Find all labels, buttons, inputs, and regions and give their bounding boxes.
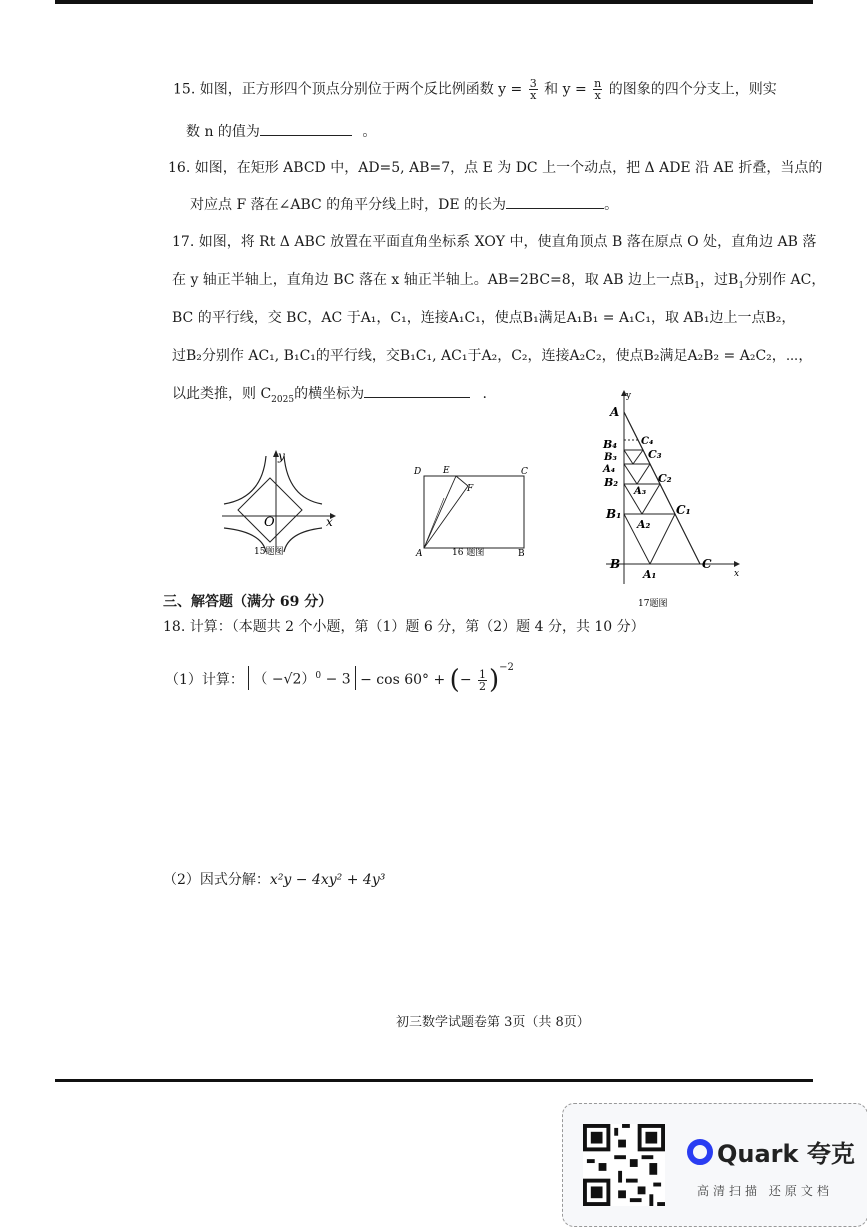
quark-logo-icon bbox=[687, 1139, 713, 1165]
fig17-x-label: x bbox=[734, 569, 740, 579]
fig16-label-e: E bbox=[443, 466, 450, 476]
page-footer: 初三数学试题卷第 3页（共 8页） bbox=[396, 1015, 590, 1030]
q16-line2: 对应点 F 落在∠ABC 的角平分线上时，DE 的长为 。 bbox=[190, 197, 619, 213]
fig17-caption: 17题图 bbox=[638, 599, 668, 609]
figure-17-triangles bbox=[596, 388, 746, 614]
fig16-caption: 16 题图 bbox=[452, 548, 485, 558]
fig17-label-c3: C₃ bbox=[648, 448, 662, 461]
q16-line1: 16. 如图，在矩形 ABCD 中，AD=5, AB=7，点 E 为 DC 上一个动点，把 Δ ADE 沿 AE 折叠，当点的 bbox=[168, 160, 823, 176]
fig16-label-d: D bbox=[414, 467, 422, 477]
fig17-label-a: A bbox=[610, 405, 620, 419]
fig16-segment-ae bbox=[424, 476, 456, 548]
q17-line1: 17. 如图，将 Rt Δ ABC 放置在平面直角坐标系 XOY 中，使直角顶点 B 落在原点 O 处，直角边 AB 落 bbox=[172, 234, 817, 250]
fig17-y-label: y bbox=[626, 391, 632, 401]
fraction-n-over-x: $\frac{n}{x}$ bbox=[594, 77, 602, 102]
fig15-square bbox=[238, 478, 302, 542]
q18-intro: 18. 计算：（本题共 2 个小题，第（1）题 6 分，第（2）题 4 分，共 10 分） bbox=[163, 619, 645, 635]
fig17-label-b: B bbox=[610, 557, 621, 571]
fig17-label-c4: C₄ bbox=[641, 436, 654, 447]
quark-brand-text: Quark 夸克 bbox=[717, 1140, 855, 1168]
fraction-3-over-x: $\frac{3}{x}$ bbox=[529, 77, 537, 102]
fig16-segment-af bbox=[424, 486, 468, 548]
figure-16-rectangle bbox=[410, 462, 536, 562]
answer-blank-q17[interactable] bbox=[364, 397, 470, 398]
fig15-origin-label: O bbox=[264, 515, 275, 530]
fig15-y-label: y bbox=[278, 449, 285, 463]
fig17-label-a4: A₄ bbox=[603, 464, 616, 475]
answer-blank-q16[interactable] bbox=[506, 208, 604, 209]
quark-logo bbox=[687, 1134, 855, 1169]
answer-blank-q15[interactable] bbox=[260, 135, 352, 136]
top-rule bbox=[55, 0, 813, 4]
fig17-label-b3: B₃ bbox=[604, 452, 617, 463]
fig17-label-c: C bbox=[702, 557, 712, 571]
fig17-label-b4: B₄ bbox=[603, 438, 618, 451]
fig17-label-c2: C₂ bbox=[658, 472, 672, 485]
fig17-a3c3 bbox=[637, 464, 650, 484]
quark-watermark bbox=[562, 1103, 867, 1227]
fig17-b3a3 bbox=[624, 464, 637, 484]
fig16-crease bbox=[424, 498, 444, 548]
q17-line4: 过B₂分别作 AC₁, B₁C₁的平行线，交B₁C₁, AC₁于A₂，C₂，连接A₂C₂，使点B₂满足A₂B₂ = A₂C₂，⋯， bbox=[172, 348, 813, 364]
q15-line1: 15. 如图，正方形四个顶点分别位于两个反比例函数 y = $\frac{3}{x}$ 和 y = $\frac{n}{x}$ 的图象的四个分支上，则实 bbox=[173, 77, 777, 102]
qr-code-icon bbox=[583, 1124, 665, 1206]
figure-15-hyperbolas bbox=[218, 448, 342, 560]
fig16-label-b: B bbox=[518, 549, 525, 559]
fig17-label-a3: A₃ bbox=[634, 486, 647, 497]
fig17-label-a1: A₁ bbox=[643, 568, 657, 581]
fig15-branch-q1 bbox=[284, 456, 322, 504]
fig16-label-a: A bbox=[416, 549, 423, 559]
fig16-rectangle-abcd bbox=[424, 476, 524, 548]
fig15-branch-q4 bbox=[284, 528, 322, 552]
q17-line3: BC 的平行线，交 BC，AC 于A₁，C₁，连接A₁C₁，使点B₁满足A₁B₁ = A₁C₁，取 AB₁边上一点B₂， bbox=[172, 310, 796, 326]
fig17-label-b1: B₁ bbox=[606, 507, 622, 521]
fig16-label-f: F bbox=[467, 484, 474, 494]
q17-line5: 以此类推，则 $C_{2025}$的横坐标为 . bbox=[172, 386, 487, 405]
fig15-branch-q2 bbox=[224, 456, 266, 504]
q15-line2: 数 n 的值为 。 bbox=[186, 124, 377, 140]
fig17-a4c4 bbox=[633, 450, 643, 464]
paren-open: ( bbox=[449, 665, 460, 695]
fig15-caption: 15题图 bbox=[254, 547, 284, 557]
q18-part1: （1）计算： （ −√2）$^0$ − 3 − cos 60° + (− $\frac{1}{2}$ )$^{-2}$ bbox=[165, 662, 514, 695]
fig16-label-c: C bbox=[521, 467, 528, 477]
quark-slogan: 高清扫描 还原文档 bbox=[697, 1184, 833, 1198]
paren-close: ) bbox=[489, 665, 500, 695]
fig17-b4a4 bbox=[624, 450, 633, 464]
absolute-value-expr: （ −√2）$^0$ − 3 bbox=[248, 666, 355, 690]
section-3-title: 三、解答题（满分 69 分） bbox=[163, 594, 333, 610]
q18-part2: （2）因式分解：x²y − 4xy² + 4y³ bbox=[163, 872, 386, 888]
fig17-label-a2: A₂ bbox=[637, 518, 651, 531]
q17-line2: 在 y 轴正半轴上，直角边 BC 落在 x 轴正半轴上。AB=2BC=8，取 AB 边上一点$B_1$，过$B_1$分别作 AC， bbox=[172, 272, 826, 291]
fig17-a1c1 bbox=[650, 514, 675, 564]
fig15-x-label: x bbox=[326, 515, 333, 529]
fig17-label-c1: C₁ bbox=[676, 503, 691, 517]
bottom-rule bbox=[55, 1079, 813, 1082]
fig17-label-b2: B₂ bbox=[604, 476, 619, 489]
fraction-one-half: $\frac{1}{2}$ bbox=[479, 667, 487, 693]
fig17-x-arrow bbox=[734, 561, 740, 567]
